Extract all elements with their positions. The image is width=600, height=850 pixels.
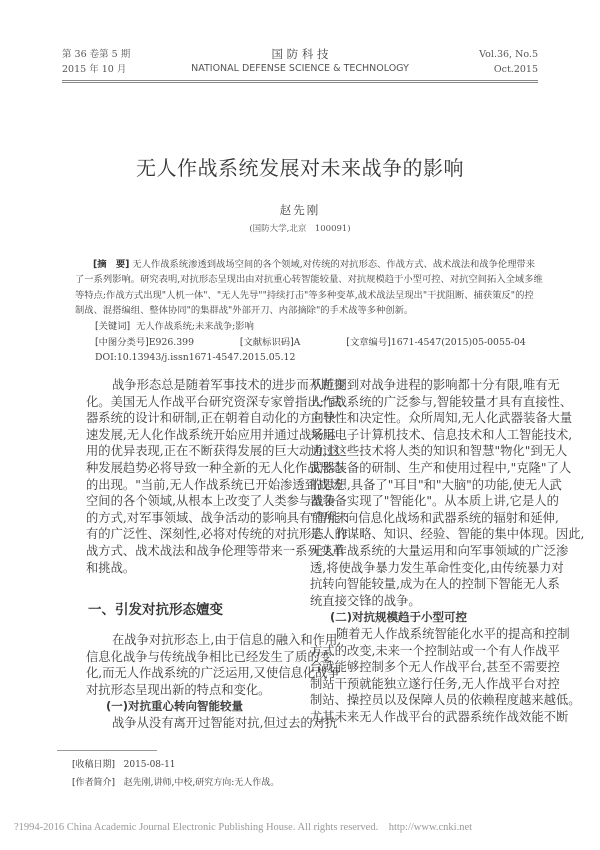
body-line: 和挑战。 (86, 560, 136, 575)
body-line: 速发展,无人化作战系统开始应用并通过战场运 (86, 427, 336, 442)
footnotes (72, 756, 279, 792)
keywords-value: 无人作战系统;未来战争;影响 (136, 321, 254, 332)
body-line: 统直接交锋的战争。 (310, 593, 421, 608)
body-line: 主导性和决定性。众所周知,无人化武器装备大量 (310, 411, 573, 426)
article-id-value: 1671-4547(2015)05-0055-04 (390, 336, 526, 348)
body-line: 战争从没有离开过智能对抗,但过去的对抗 (112, 715, 338, 730)
body-line: 对抗形态呈现出新的特点和变化。 (86, 682, 271, 697)
body-line: 用的优异表现,正在不断获得发展的巨大动力,这 (86, 444, 340, 459)
body-line: 种发展趋势必将导致一种全新的无人化作战形态 (86, 460, 345, 475)
body-line: 在战争对抗形态上,由于信息的融入和作用, (112, 633, 342, 647)
body-line: 器系统的设计和研制,正在朝着自动化的方向快 (86, 411, 336, 426)
body-line: 的出现。"当前,无人作战系统已开始渗透到战场 (86, 477, 342, 492)
body-line: 器装备实现了"智能化"。从本质上讲,它是人的 (310, 494, 559, 509)
body-line: 信息化战争与传统战争相比已经发生了质的变 (86, 649, 332, 664)
abstract-label: [摘 要] (93, 259, 130, 270)
body-line: 制站、操控员以及保障人员的依赖程度越来越低。 (310, 693, 581, 708)
journal-name-cn: 国 防 科 技 (271, 47, 329, 61)
subsection-heading-2: (二)对抗规模趋于小型可控 (330, 610, 468, 625)
body-line: 的思想,具备了"耳目"和"大脑"的功能,使无人武 (310, 477, 562, 492)
abstract-line: 了一系列影响。研究表明,对抗形态呈现出由对抗重心转智能较量、对抗规模趋于小型可控、对抗空间拓入全域多维 (75, 274, 543, 286)
doi[interactable]: DOI:10.13943/j.issn1671-4547.2015.05.12 (95, 352, 296, 364)
body-line: 采用电子计算机技术、信息技术和人工智能技术, (310, 427, 573, 442)
clc-value: E926.399 (148, 336, 194, 348)
subsection-heading-1: (一)对抗重心转向智能较量 (106, 699, 244, 714)
volume-cn: 第 36 卷第 5 期 (62, 49, 131, 60)
abstract (75, 257, 543, 319)
meta-block (95, 319, 526, 366)
body-line: 通过这些技术将人类的知识和智慧"物化"到无人 (310, 444, 568, 459)
journal-name-en: NATIONAL DEFENSE SCIENCE & TECHNOLOGY (191, 63, 409, 74)
copyright-footer: ?1994-2016 China Academic Journal Electronic Publishing House. All rights reserved. http://www.cnki.net (14, 822, 473, 833)
body-line: 从范围到对战争进程的影响都十分有限,唯有无 (310, 378, 560, 392)
header-rule (62, 80, 538, 81)
abstract-line: 制战、混搭编组、整体协同"的集群战"外部开刀、内部摘除"的手术战等多种创新。 (75, 305, 414, 317)
author-bio-label: [作者简介] (72, 778, 116, 788)
body-line: 有的广泛性、深刻性,必将对传统的对抗形态、作 (86, 527, 349, 542)
received-date-value: 2015-08-11 (123, 760, 176, 770)
body-line: 化。美国无人作战平台研究资深专家曾指出:"武 (86, 394, 342, 409)
date-en: Oct.2015 (493, 64, 538, 75)
keywords-label: [关键词] (95, 321, 131, 332)
body-line: 战争形态总是随着军事技术的进步而不断变 (112, 378, 346, 392)
doc-code-label: [文献标识码] (239, 336, 294, 348)
body-line: 武器装备的研制、生产和使用过程中,"克隆"了人 (310, 460, 572, 475)
abstract-line: 等特点;作战方式出现"人机一体"、"无人先导""持续打击"等多种变革,战术战法呈现出"干扰阻断、捕获策反"的控 (75, 289, 534, 301)
date-cn: 2015 年 10 月 (62, 64, 127, 75)
classification (95, 335, 526, 351)
author-affiliation: (国防大学,北京 100091) (249, 224, 351, 234)
body-line: 无人作战系统的大量运用和向军事领域的广泛渗 (310, 543, 569, 558)
section-heading-1: 一、引发对抗形态嬗变 (88, 602, 223, 618)
author-name: 赵先刚 (279, 203, 321, 217)
body-line: 尤其未来无人作战平台的武器系统作战效能不断 (310, 709, 569, 724)
body-line: "智能"向信息化战场和武器系统的辐射和延伸, (310, 510, 559, 525)
body-line: 抗转向智能较量,成为在人的控制下智能无人系 (310, 577, 560, 592)
body-line: 是人的谋略、知识、经验、智能的集中体现。因此, (310, 527, 585, 542)
body-line: 透,将使战争暴力发生革命性变化,由传统暴力对 (310, 560, 564, 575)
body-right-column (310, 377, 585, 725)
body-line: 人作战系统的广泛参与,智能较量才具有直接性、 (310, 394, 573, 409)
body-left-column (86, 377, 349, 576)
volume-en: Vol.36, No.5 (479, 49, 538, 60)
body-line: 台就能够控制多个无人作战平台,甚至不需要控 (310, 660, 560, 675)
body-line: 方式的改变,未来一个控制站或一个有人作战平 (310, 643, 560, 658)
keywords (95, 319, 526, 335)
body-line: 制站干预就能独立遂行任务,无人作战平台对控 (310, 676, 560, 691)
author-bio-value: 赵先刚,讲师,中校,研究方向:无人作战。 (123, 778, 280, 788)
clc-label: [中图分类号] (95, 336, 149, 348)
article-title: 无人作战系统发展对未来战争的影响 (136, 156, 464, 180)
issue-info-en (479, 47, 538, 77)
section-1-body (86, 632, 342, 732)
body-line: 随着无人作战系统智能化水平的提高和控制 (336, 626, 570, 641)
header-rule-2 (62, 82, 538, 83)
body-line: 战方式、战术战法和战争伦理等带来一系列变革 (86, 543, 345, 558)
body-line: 化,而无人作战系统的广泛运用,又使信息化战争 (86, 666, 340, 681)
footnote-rule (57, 750, 157, 751)
doc-code-value: A (293, 336, 301, 348)
article-id-label: [文章编号] (346, 336, 391, 348)
body-line: 的方式,对军事领域、战争活动的影响具有前所未 (86, 510, 349, 525)
abstract-line: 无人作战系统渗透到战场空间的各个领域,对传统的对抗形态、作战方式、战术战法和战争伦理带来 (132, 259, 536, 270)
body-line: 空间的各个领域,从根本上改变了人类参与战争 (86, 494, 336, 509)
received-date-label: [收稿日期] (72, 760, 116, 770)
